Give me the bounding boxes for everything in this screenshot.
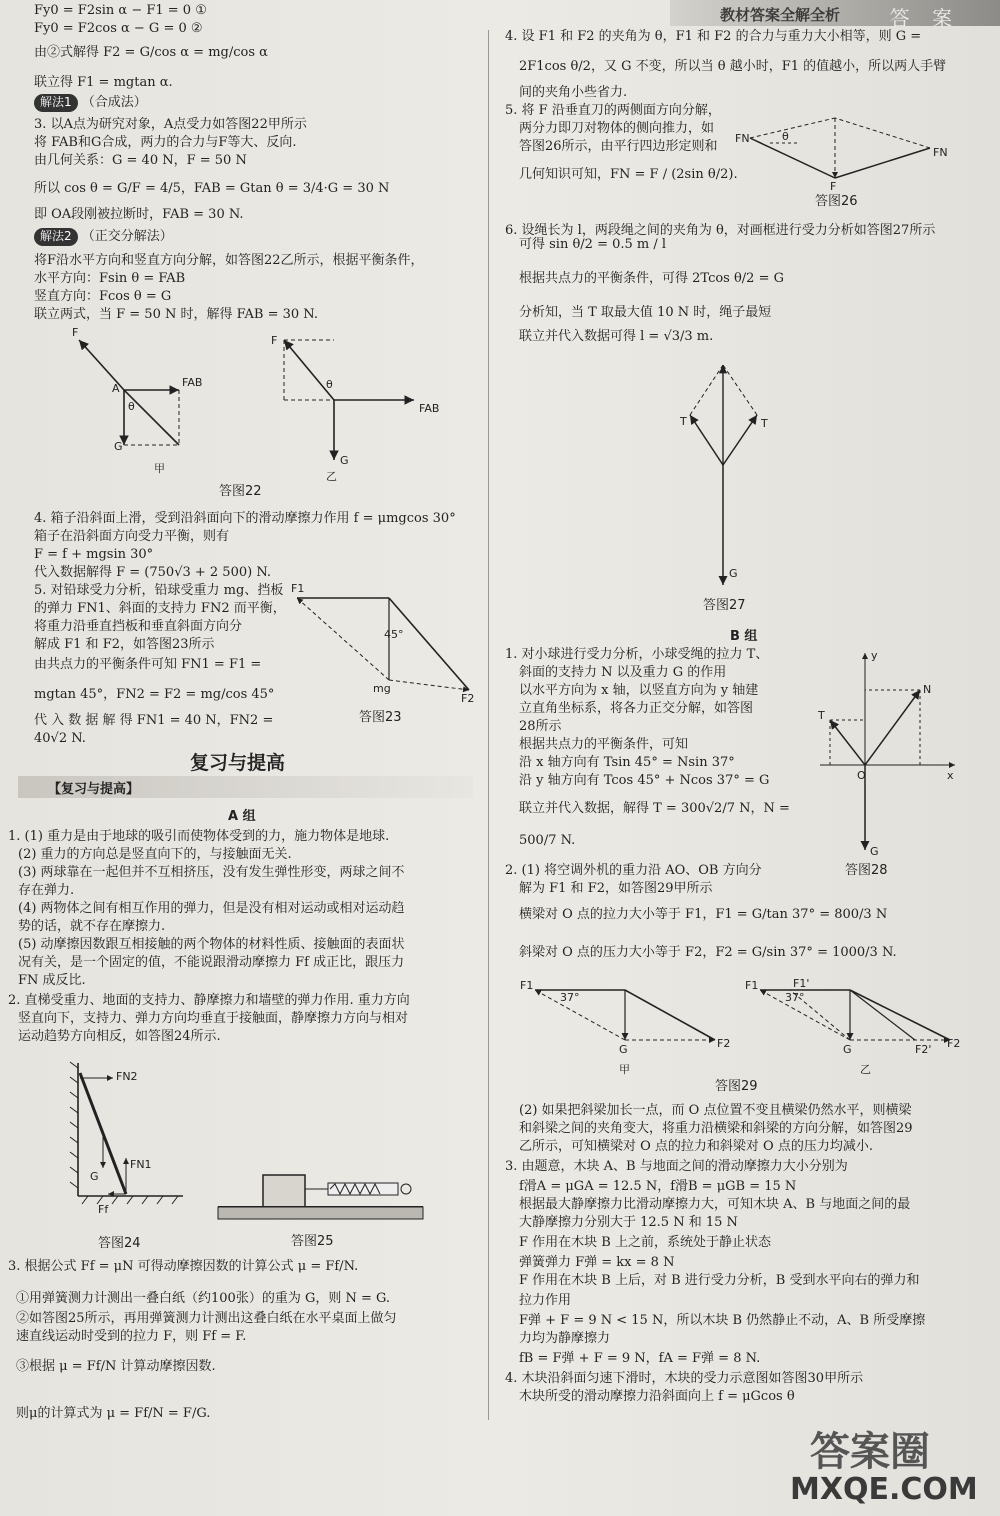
text-line: F弹 + F = 9 N < 15 N，所以木块 B 仍然静止不动，A、B 所受摩擦 — [519, 1313, 926, 1328]
text-line: 3. 由题意，木块 A、B 与地面之间的滑动摩擦力大小分别为 — [505, 1159, 848, 1174]
svg-text:F1: F1 — [520, 979, 534, 992]
fig22-b-label: 乙 — [326, 470, 337, 483]
text-line: 箱子在沿斜面方向受力平衡，则有 — [34, 529, 230, 544]
svg-text:θ: θ — [782, 130, 789, 143]
svg-text:F: F — [72, 326, 79, 339]
fig27-caption: 答图27 — [703, 598, 746, 613]
svg-text:T: T — [680, 415, 687, 428]
text-line: 2F1cos θ/2，又 G 不变，所以当 θ 越小时，F1 的值越小，所以两人手臂 — [519, 59, 947, 74]
text-line: F 作用在木块 B 上之前，系统处于静止状态 — [519, 1235, 771, 1250]
svg-text:Ff: Ff — [98, 1203, 109, 1216]
text-line: mgtan 45°，FN2 = F2 = mg/cos 45° — [34, 687, 275, 702]
method2-heading — [34, 228, 173, 246]
eq-line: Fy0 = F2sin α − F1 = 0 ① — [34, 3, 207, 18]
text-line: 弹簧弹力 F弹 = kx = 8 N — [519, 1255, 675, 1270]
text-line: 所以 cos θ = G/F = 4/5，FAB = Gtan θ = 3/4·G = 30 N — [34, 181, 390, 196]
text-line: 水平方向：Fsin θ = FAB — [34, 271, 186, 286]
fig24-caption: 答图24 — [98, 1236, 141, 1251]
svg-text:F2: F2 — [947, 1037, 961, 1050]
eq-line: Fy0 = F2cos α − G = 0 ② — [34, 21, 203, 36]
text-line: 将重力沿垂直挡板和垂直斜面方向分 — [34, 619, 243, 634]
figure-24 — [58, 1058, 218, 1228]
text-line: (3) 两球靠在一起但并不互相挤压，没有发生弹性形变，两球之间不 — [18, 865, 405, 880]
text-line: 4. 设 F1 和 F2 的夹角为 θ，F1 和 F2 的合力与重力大小相等，则 G = — [505, 29, 922, 44]
section-bar — [18, 776, 473, 798]
text-line: 2. 直梯受重力、地面的支持力、静摩擦力和墙壁的弹力作用. 重力方向 — [8, 993, 410, 1008]
text-line: 运动趋势方向相反，如答图24所示. — [18, 1029, 221, 1044]
svg-text:T: T — [761, 417, 768, 430]
figure-25 — [218, 1165, 428, 1230]
text-line: 28所示 — [519, 719, 562, 734]
text-line: 两分力即刀对物体的侧向推力，如 — [519, 121, 715, 136]
text-line: 斜梁对 O 点的压力大小等于 F2，F2 = G/sin 37° = 1000/3 N. — [519, 945, 897, 960]
svg-text:37°: 37° — [560, 991, 580, 1004]
svg-text:N: N — [923, 683, 932, 696]
svg-text:G: G — [90, 1170, 99, 1183]
svg-text:45°: 45° — [384, 628, 404, 641]
text-line: 竖直方向：Fcos θ = G — [34, 289, 172, 304]
svg-text:G: G — [619, 1043, 628, 1056]
text-line: 即 OA段刚被拉断时，FAB = 30 N. — [34, 207, 244, 222]
header-tab: 答 案 — [889, 6, 960, 30]
svg-text:G: G — [729, 567, 738, 580]
method1-heading — [34, 94, 147, 112]
figure-28 — [815, 645, 960, 860]
text-line: (2) 重力的方向总是竖直向下的，与接触面无关. — [18, 847, 292, 862]
svg-text:FN2: FN2 — [116, 1070, 138, 1083]
site-watermark — [790, 1420, 990, 1512]
text-line: 由共点力的平衡条件可知 FN1 = F1 = — [34, 657, 262, 672]
text-line: 间的夹角小些省力. — [519, 85, 628, 100]
text-line: 4. 木块沿斜面匀速下滑时，木块的受力示意图如答图30甲所示 — [505, 1371, 864, 1386]
text-line: 分析知，当 T 取最大值 10 N 时，绳子最短 — [519, 305, 772, 320]
watermark-site: MXQE.COM — [790, 1472, 978, 1507]
text-line: 大静摩擦力分别大于 12.5 N 和 15 N — [519, 1215, 738, 1230]
text-line: 乙所示，可知横梁对 O 点的拉力和斜梁对 O 点的压力均减小. — [519, 1139, 873, 1154]
text-line: 存在弹力. — [18, 883, 75, 898]
figure-29 — [515, 975, 961, 1080]
fig26-caption: 答图26 — [815, 194, 858, 209]
svg-text:G: G — [843, 1043, 852, 1056]
eq-line: 联立得 F1 = mgtan α. — [34, 75, 173, 90]
text-line: ①用弹簧测力计测出一叠白纸（约100张）的重为 G，则 N = G. — [16, 1291, 391, 1306]
text-line: 斜面的支持力 N 以及重力 G 的作用 — [519, 665, 727, 680]
text-line: 和斜梁之间的夹角变大，将重力沿横梁和斜梁的方向分解，如答图29 — [519, 1121, 913, 1136]
text-line: 答图26所示，由平行四边形定则和 — [519, 139, 718, 154]
text-line: 由几何关系：G = 40 N，F = 50 N — [34, 153, 247, 168]
text-line: 3. 根据公式 Ff = μN 可得动摩擦因数的计算公式 μ = Ff/N. — [8, 1259, 359, 1274]
text-line: 力均为静摩擦力 — [519, 1331, 611, 1346]
text-line: 1. 对小球进行受力分析，小球受绳的拉力 T、 — [505, 647, 769, 662]
svg-text:F1: F1 — [745, 979, 759, 992]
text-line: 将 FAB和G合成，两力的合力与F等大、反向. — [34, 135, 297, 150]
text-line: 横梁对 O 点的拉力大小等于 F1，F1 = G/tan 37° = 800/3 N — [519, 907, 888, 922]
method2-label: （正交分解法） — [81, 229, 173, 244]
svg-text:FAB: FAB — [182, 376, 203, 389]
svg-text:37°: 37° — [785, 991, 805, 1004]
svg-text:G: G — [870, 845, 879, 858]
fig25-caption: 答图25 — [291, 1234, 334, 1249]
svg-text:FAB: FAB — [419, 402, 440, 415]
text-line: 将F沿水平方向和竖直方向分解，如答图22乙所示，根据平衡条件， — [34, 253, 424, 268]
text-line: 况有关，是一个固定的值，不能说跟滑动摩擦力 Ff 成正比，跟压力 — [18, 955, 405, 970]
text-line: 500/7 N. — [519, 833, 576, 848]
text-line: 联立两式，当 F = 50 N 时，解得 FAB = 30 N. — [34, 307, 318, 322]
group-b-label: B 组 — [730, 629, 758, 644]
svg-text:G: G — [114, 440, 123, 453]
text-line: 解成 F1 和 F2，如答图23所示 — [34, 637, 215, 652]
eq-line: 由②式解得 F2 = G/cos α = mg/cos α — [34, 45, 268, 60]
figure-22 — [64, 320, 464, 500]
fig22-a-label: 甲 — [154, 462, 165, 475]
text-line: F 作用在木块 B 上后，对 B 进行受力分析，B 受到水平向右的弹力和 — [519, 1273, 920, 1288]
svg-text:FN1: FN1 — [130, 1158, 152, 1171]
method1-label: （合成法） — [81, 95, 147, 110]
svg-text:F: F — [271, 334, 278, 347]
text-line: (4) 两物体之间有相互作用的弹力，但是没有相对运动或相对运动趋 — [18, 901, 405, 916]
column-divider — [488, 30, 489, 1420]
text-line: 根据共点力的平衡条件，可得 2Tcos θ/2 = G — [519, 271, 784, 286]
text-line: 4. 箱子沿斜面上滑，受到沿斜面向下的滑动摩擦力作用 f = μmgcos 30° — [34, 511, 456, 526]
text-line: 拉力作用 — [519, 1293, 572, 1308]
section-bar-label: 【复习与提高】 — [48, 782, 140, 797]
group-a-label: A 组 — [228, 809, 256, 824]
text-line: ②如答图25所示，再用弹簧测力计测出这叠白纸在水平桌面上做匀 — [16, 1311, 397, 1326]
text-line: F = f + mgsin 30° — [34, 547, 154, 562]
text-line: 3. 以A点为研究对象，A点受力如答图22甲所示 — [34, 117, 307, 132]
svg-text:A: A — [112, 382, 120, 395]
text-line: 根据最大静摩擦力比滑动摩擦力大，可知木块 A、B 与地面之间的最 — [519, 1197, 911, 1212]
header-band — [670, 0, 1000, 30]
text-line: 沿 y 轴方向有 Tcos 45° + Ncos 37° = G — [519, 773, 770, 788]
text-line: 代 入 数 据 解 得 FN1 = 40 N，FN2 = — [34, 713, 274, 728]
watermark-logo: 答案圈 — [810, 1429, 930, 1475]
text-line: 可得 sin θ/2 = 0.5 m / l — [519, 237, 667, 252]
text-line: 解为 F1 和 F2，如答图29甲所示 — [519, 881, 713, 896]
svg-text:T: T — [818, 709, 825, 722]
figure-23 — [289, 580, 479, 710]
text-line: 的弹力 FN1、斜面的支持力 FN2 而平衡， — [34, 601, 286, 616]
svg-text:y: y — [871, 649, 878, 662]
svg-text:FN: FN — [735, 132, 750, 145]
text-line: f滑A = μGA = 12.5 N，f滑B = μGB = 15 N — [519, 1179, 797, 1194]
text-line: ③根据 μ = Ff/N 计算动摩擦因数. — [16, 1359, 216, 1374]
text-line: 2. (1) 将空调外机的重力沿 AO、OB 方向分 — [505, 863, 762, 878]
fig29-caption: 答图29 — [715, 1079, 758, 1094]
text-line: 几何知识可知，FN = F / (2sin θ/2). — [519, 167, 738, 182]
fig29-a-label: 甲 — [619, 1063, 630, 1076]
text-line: 联立并代入数据，解得 T = 300√2/7 N，N = — [519, 801, 790, 816]
text-line: 速直线运动时受到的拉力 F，则 Ff = F. — [16, 1329, 247, 1344]
text-line: 5. 将 F 沿垂直刀的两侧面方向分解， — [505, 103, 721, 118]
svg-text:O: O — [857, 769, 866, 782]
header-title: 教材答案全解全析 — [719, 6, 840, 24]
text-line: 以水平方向为 x 轴，以竖直方向为 y 轴建 — [519, 683, 759, 698]
text-line: 联立并代入数据可得 l = √3/3 m. — [519, 329, 714, 344]
text-line: 6. 设绳长为 l，两段绳之间的夹角为 θ，对画框进行受力分析如答图27所示 — [505, 223, 936, 238]
svg-text:F2: F2 — [461, 692, 475, 705]
text-line: 木块所受的滑动摩擦力沿斜面向上 f = μGcos θ — [519, 1389, 795, 1404]
section-title: 复习与提高 — [190, 752, 286, 774]
text-line: 代入数据解得 F = (750√3 + 2 500) N. — [34, 565, 272, 580]
text-line: fB = F弹 + F = 9 N，fA = F弹 = 8 N. — [519, 1351, 761, 1366]
text-line: 势的话，就不存在摩擦力. — [18, 919, 166, 934]
figure-26 — [730, 108, 950, 198]
method1-badge: 解法1 — [34, 94, 78, 112]
text-line: 竖直向下，支持力、弹力方向均垂直于接触面，静摩擦力方向与相对 — [18, 1011, 409, 1026]
text-line: FN 成反比. — [18, 973, 86, 988]
fig28-caption: 答图28 — [845, 863, 888, 878]
fig23-caption: 答图23 — [359, 710, 402, 725]
svg-text:mg: mg — [373, 682, 391, 695]
text-line: 立直角坐标系，将各力正交分解，如答图 — [519, 701, 754, 716]
fig22-caption: 答图22 — [219, 484, 262, 499]
text-line: 沿 x 轴方向有 Tsin 45° = Nsin 37° — [519, 755, 735, 770]
svg-text:F1: F1 — [291, 582, 305, 595]
svg-text:F2: F2 — [717, 1037, 731, 1050]
svg-text:F: F — [830, 180, 837, 193]
svg-text:FN: FN — [933, 146, 948, 159]
svg-text:θ: θ — [326, 378, 333, 391]
svg-text:θ: θ — [128, 400, 135, 413]
figure-27 — [665, 355, 775, 595]
svg-text:F2': F2' — [915, 1043, 932, 1056]
text-line: 根据共点力的平衡条件，可知 — [519, 737, 689, 752]
svg-text:G: G — [340, 454, 349, 467]
text-line: 40√2 N. — [34, 731, 86, 746]
text-line: 则μ的计算式为 μ = Ff/N = F/G. — [16, 1406, 211, 1421]
text-line: 5. 对铅球受力分析，铅球受重力 mg、挡板 — [34, 583, 284, 598]
method2-badge: 解法2 — [34, 228, 78, 246]
fig29-b-label: 乙 — [860, 1063, 871, 1076]
svg-text:F1': F1' — [793, 977, 810, 990]
text-line: 1. (1) 重力是由于地球的吸引而使物体受到的力，施力物体是地球. — [8, 829, 390, 844]
text-line: (2) 如果把斜梁加长一点，而 O 点位置不变且横梁仍然水平，则横梁 — [519, 1103, 912, 1118]
text-line: (5) 动摩擦因数跟互相接触的两个物体的材料性质、接触面的表面状 — [18, 937, 405, 952]
svg-text:x: x — [947, 769, 954, 782]
